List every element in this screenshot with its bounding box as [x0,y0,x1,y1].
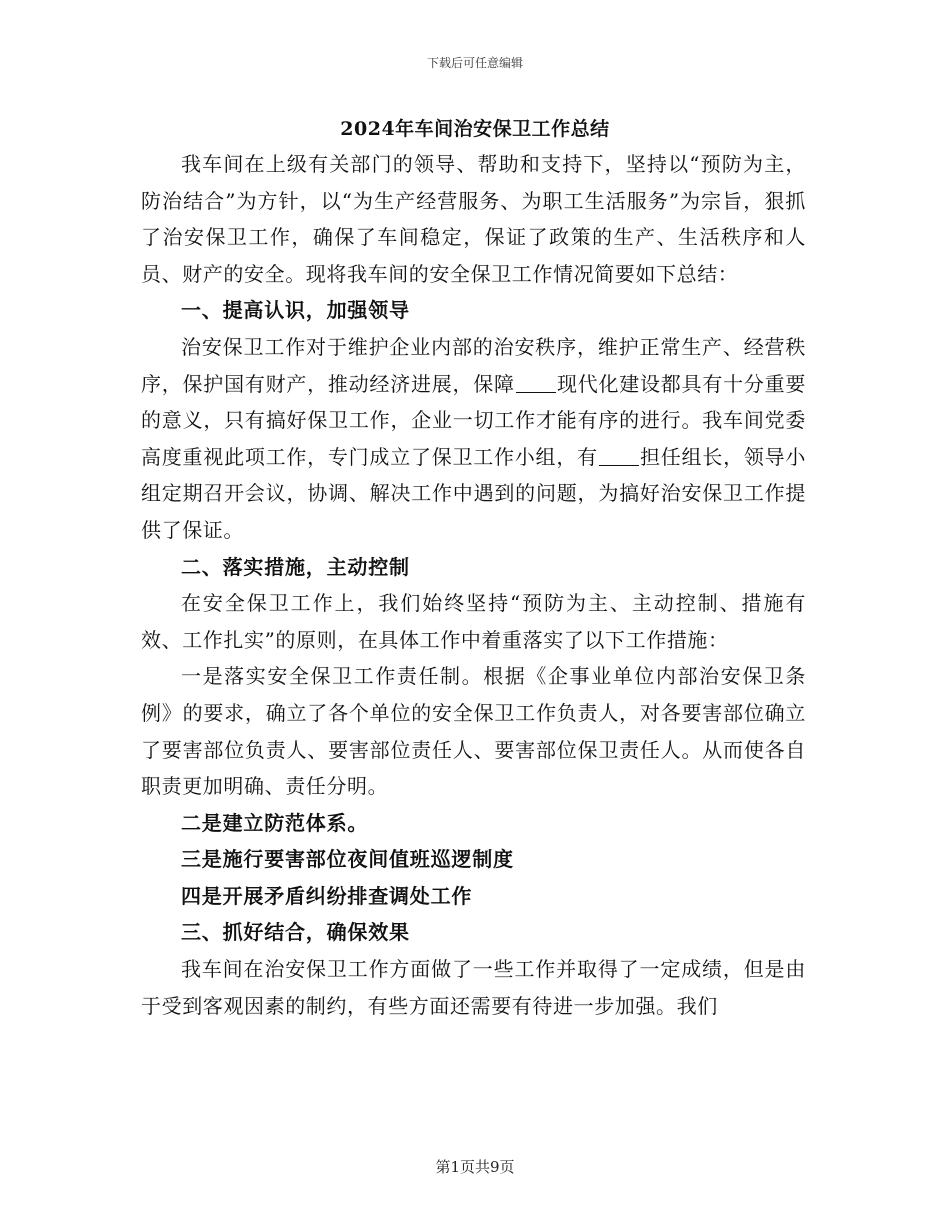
section-3-paragraph: 我车间在治安保卫工作方面做了一些工作并取得了一定成绩，但是由于受到客观因素的制约，有些方面还需要有待进一步加强。我们 [141,957,806,1018]
section-1-text-a: 治安保卫工作对于维护企业内部的治安秩序，维护正常生产、经营秩序，保护国有财产，推动经济进展，保障 [141,334,806,396]
section-1-text-b: 现代化建设都具有十分重要的意义，只有搞好保卫工作，企业一切工作才能有序的进行。我车间党委高度重视此项工作，专门成立了保卫工作小组，有 [141,371,806,469]
section-2-paragraph: 在安全保卫工作上，我们始终坚持“预防为主、主动控制、措施有效、工作扎实”的原则，在具体工作中着重落实了以下工作措施： [141,591,806,652]
measure-4-heading: 四是开展矛盾纠纷排查调处工作 [181,883,473,908]
measure-3-heading: 三是施行要害部位夜间值班巡逻制度 [181,847,514,872]
section-heading-2: 二、落实措施，主动控制 [181,554,410,579]
measure-1-paragraph: 一是落实安全保卫工作责任制。根据《企事业单位内部治安保卫条例》的要求，确立了各个单位的安全保卫工作负责人，对各要害部位确立了要害部位负责人、要害部位责任人、要害部位保卫责任人。从而使各自职责更加明确、责任分明。 [141,664,806,799]
document-title: 2024年车间治安保卫工作总结 [340,118,610,140]
page-number: 第1页共9页 [435,1158,515,1176]
section-heading-1: 一、提高认识，加强领导 [181,298,410,323]
intro-paragraph: 我车间在上级有关部门的领导、帮助和支持下，坚持以“预防为主，防治结合”为方针，以“为生产经营服务、为职工生活服务”为宗旨，狠抓了治安保卫工作，确保了车间稳定，保证了政策的生产、生活秩序和人员、财产的安全。现将我车间的安全保卫工作情况简要如下总结： [141,152,806,286]
document-body [141,146,806,1024]
section-1-text-c: 担任组长，领导小组定期召开会议，协调、解决工作中遇到的问题，为搞好治安保卫工作提供了保证。 [141,444,806,542]
measure-2-heading: 二是建立防范体系。 [181,810,369,835]
section-heading-3: 三、抓好结合，确保效果 [181,920,410,945]
blank-field [599,445,639,466]
header-note: 下载后可任意编辑 [426,56,523,70]
section-1-paragraph [141,329,806,549]
blank-field [516,372,556,393]
